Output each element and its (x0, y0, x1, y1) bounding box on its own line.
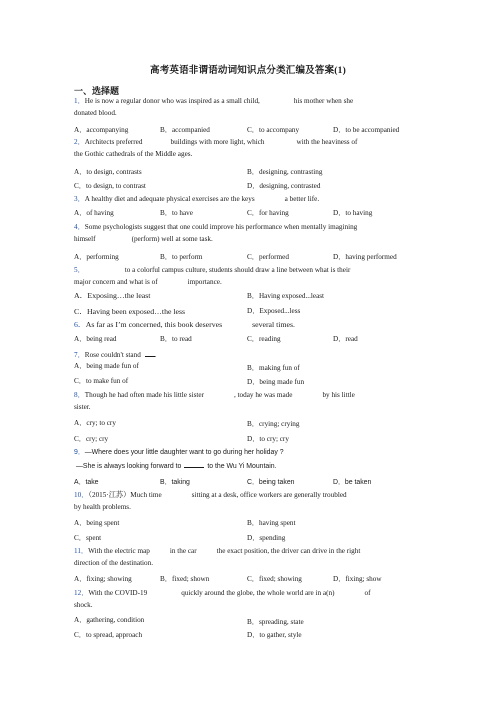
option-c[interactable]: C．Having been exposed…the less (74, 307, 186, 316)
option-a[interactable]: A．gathering, condition (74, 616, 145, 624)
option-a[interactable]: A．Exposing…the least (74, 291, 151, 300)
option-c[interactable]: C．to spread, approach (74, 631, 143, 639)
question-5: 5． to a colorful campus culture, students should draw a line between what is their major concern and what is of importance. (74, 266, 351, 286)
question-number: 10． (74, 491, 89, 499)
option-c[interactable]: C．to accompany (247, 126, 300, 134)
option-c[interactable]: C．cry; cry (74, 435, 109, 443)
question-number: 8． (74, 391, 85, 399)
question-4: 4．Some psychologists suggest that one could improve his performance when mentally imagining himself (perform) well at some task. (74, 223, 358, 243)
option-b[interactable]: B．to read (160, 335, 192, 343)
option-c[interactable]: C．for having (247, 209, 289, 217)
option-b[interactable]: B．accompanied (160, 126, 210, 134)
option-c[interactable]: C．being taken (247, 479, 295, 486)
option-d[interactable]: D．to cry; cry (247, 435, 289, 443)
option-c[interactable]: C．reading (247, 335, 281, 343)
option-b[interactable]: B．fixed; shown (160, 575, 210, 583)
section-heading: 一、选择题 (74, 86, 120, 96)
question-number: 6． (74, 320, 86, 329)
option-a[interactable]: A．being spent (74, 519, 120, 527)
option-a[interactable]: A．cry; to cry (74, 419, 116, 427)
question-number: 12． (74, 589, 89, 597)
question-2: 2．Architects preferred buildings with more light, which with the heaviness of the Gothic cathedrals of the Middle ages. (74, 138, 358, 158)
option-b[interactable]: B．taking (160, 479, 190, 486)
question-number: 11． (74, 547, 89, 555)
question-12: 12．With the COVID-19 quickly around the globe, the whole world are in a(n) of shock. (74, 589, 371, 609)
question-1: 1．He is now a regular donor who was inspired as a small child, his mother when she donated blood. (74, 97, 354, 117)
option-c[interactable]: C．to design, to contrast (74, 182, 146, 190)
question-number: 9． (74, 449, 85, 456)
question-number: 1． (74, 97, 85, 105)
option-d[interactable]: D．being made fun (247, 378, 305, 386)
option-a[interactable]: A．accompanying (74, 126, 129, 134)
option-b[interactable]: B．crying; crying (247, 420, 300, 428)
option-b[interactable]: B．to perform (160, 253, 203, 261)
question-number: 3． (74, 195, 85, 203)
option-c[interactable]: C．performed (247, 253, 289, 261)
question-3: 3．A healthy diet and adequate physical exercises are the keys a better life. (74, 195, 320, 203)
option-b[interactable]: B．spreading, state (247, 618, 304, 626)
option-b[interactable]: B．designing, contrasting (247, 168, 323, 176)
option-a[interactable]: A．of having (74, 209, 114, 217)
option-a[interactable]: A．being read (74, 335, 117, 343)
option-d[interactable]: D．fixing; show (333, 575, 382, 583)
option-c[interactable]: C．fixed; showing (247, 575, 302, 583)
question-9: 9．—Where does your little daughter want to go during her holiday ? —She is always looking forward to to the Wu Yi Mountain. (74, 449, 284, 470)
question-8: 8．Though he had often made his little sister , today he was made by his little sister. (74, 391, 355, 411)
option-d[interactable]: D．read (333, 335, 358, 343)
option-d[interactable]: D．having performed (333, 253, 397, 261)
question-11: 11．With the electric map in the car the exact position, the driver can drive in the right direction of the destination. (74, 547, 361, 567)
option-a[interactable]: A．being made fun of (74, 362, 139, 370)
option-b[interactable]: B．having spent (247, 519, 296, 527)
answer-blank (145, 348, 155, 357)
question-7: 7．Rose couldn't stand . (74, 348, 426, 362)
option-a[interactable]: A．fixing; showing (74, 575, 132, 583)
question-6: 6．As far as I’m concerned, this book deserves several times. (74, 320, 295, 329)
question-number: 4． (74, 223, 85, 231)
question-10: 10．（2015·江苏）Much time sitting at a desk, office workers are generally troubled by health problems. (74, 491, 347, 511)
question-number: 7． (74, 351, 85, 359)
answer-blank (184, 459, 204, 468)
option-b[interactable]: B．to have (160, 209, 193, 217)
page-title: 高考英语非谓语动词知识点分类汇编及答案(1) (150, 66, 346, 76)
option-d[interactable]: D．to be accompanied (333, 126, 400, 134)
option-d[interactable]: D．Exposed...less (247, 307, 301, 315)
option-c[interactable]: C．spent (74, 534, 102, 542)
option-d[interactable]: D．to having (333, 209, 373, 217)
option-a[interactable]: A．performing (74, 253, 119, 261)
option-b[interactable]: B．making fun of (247, 364, 300, 372)
option-d[interactable]: D．to gather, style (247, 631, 302, 639)
option-a[interactable]: A．take (74, 479, 99, 486)
option-a[interactable]: A．to design, contrasts (74, 168, 142, 176)
option-b[interactable]: B．Having exposed...least (247, 292, 325, 300)
option-d[interactable]: D．designing, contrasted (247, 182, 321, 190)
option-c[interactable]: C．to make fun of (74, 377, 129, 385)
question-number: 5． (74, 266, 85, 274)
question-number: 2． (74, 138, 85, 146)
option-d[interactable]: D．be taken (333, 479, 372, 486)
option-d[interactable]: D．spending (247, 534, 286, 542)
